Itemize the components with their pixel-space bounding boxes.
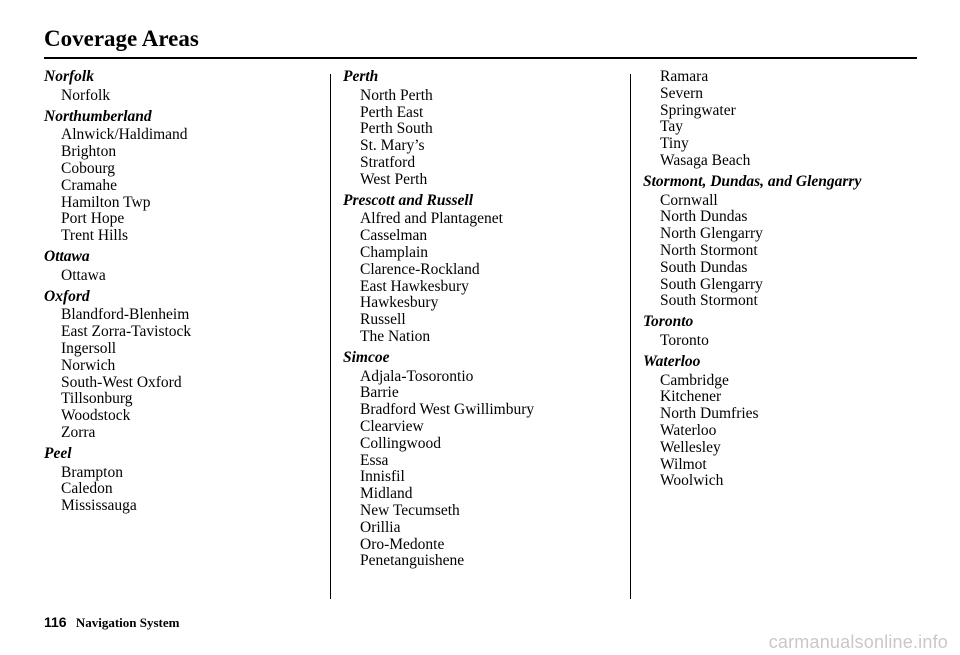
place-item: Perth East [360,103,424,121]
region-heading: Prescott and Russell [343,191,474,209]
place-item: St. Mary’s [360,137,425,155]
column-divider [330,74,331,599]
place-item: Ramara [660,68,709,85]
place-list [343,88,534,189]
place-item: Innisfil [360,468,405,486]
place-item: Waterloo [660,421,717,439]
region-section [343,193,534,346]
place-item: Cramahe [61,176,117,194]
place-item: Woolwich [660,472,724,490]
place-list [643,193,861,311]
place-item: Brampton [61,463,123,481]
place-item: East Zorra-Tavistock [61,323,192,341]
region-section [643,174,861,310]
place-item: New Tecumseth [360,501,460,519]
region-heading: Waterloo [643,352,701,370]
place-item: North Stormont [660,241,758,259]
column-2 [343,69,534,574]
region-heading: Peel [44,444,72,462]
region-section [44,109,191,245]
place-item: Orillia [360,518,401,536]
region-section [44,69,191,105]
place-item: North Perth [360,86,433,104]
page-number: 116 [44,614,67,630]
continued-place-list [643,69,861,170]
place-item: Springwater [660,101,736,119]
place-item: Kitchener [660,388,722,406]
place-item: Trent Hills [61,227,129,245]
place-item: Wellesley [660,438,721,456]
place-item: Hamilton Twp [61,193,151,211]
place-item: East Hawkesbury [360,277,469,295]
place-item: Severn [660,84,704,102]
place-item: Woodstock [61,407,131,425]
column-divider [630,74,631,599]
place-item: North Dundas [660,208,748,226]
place-list [643,373,861,491]
place-list [343,211,534,345]
place-item: Adjala-Tosorontio [360,367,474,385]
place-item: Tay [660,118,684,136]
region-section [44,249,191,285]
place-item: Wilmot [660,455,707,473]
place-item: Clearview [360,417,424,435]
place-item: West Perth [360,170,428,188]
column-3 [643,69,861,494]
place-item: Perth South [360,120,433,138]
region-section [44,289,191,442]
place-item: Oro-Medonte [360,535,445,553]
place-item: South Stormont [660,292,758,310]
region-heading: Stormont, Dundas, and Glengarry [643,172,862,190]
place-item: Tillsonburg [61,390,133,408]
place-item: South Glengarry [660,275,763,293]
place-item: Bradford West Gwillimbury [360,401,535,419]
place-item: Cobourg [61,159,115,177]
place-item: Alfred and Plantagenet [360,210,503,228]
place-item: Clarence-Rockland [360,260,480,278]
region-heading: Simcoe [343,348,390,366]
place-item: Zorra [61,423,96,441]
place-item: North Dumfries [660,405,759,423]
region-heading: Perth [343,68,379,85]
region-heading: Northumberland [44,107,152,125]
place-item: North Glengarry [660,225,763,243]
place-list [44,88,191,105]
place-list [44,268,191,285]
place-item: Penetanguishene [360,552,465,570]
place-item: Barrie [360,384,399,402]
place-item: Cambridge [660,371,729,389]
place-item: Stratford [360,153,416,171]
place-item: Midland [360,485,413,503]
watermark-text: carmanualsonline.info [768,632,948,652]
place-item: Essa [360,451,389,469]
place-item: Ottawa [61,266,106,284]
place-item: Casselman [360,227,428,245]
place-item: Norwich [61,356,116,374]
place-item: South-West Oxford [61,373,182,391]
place-item: Norfolk [61,86,111,104]
region-section [44,446,191,515]
footer-section-title: Navigation System [75,615,180,630]
place-item: The Nation [360,327,431,345]
region-section [643,354,861,490]
place-item: South Dundas [660,258,748,276]
place-item: Ingersoll [61,339,117,357]
place-item: Brighton [61,143,117,161]
region-heading: Norfolk [44,68,94,85]
place-item: Wasaga Beach [660,151,751,169]
place-list [643,333,861,350]
place-item: Alnwick/Haldimand [61,126,188,144]
region-heading: Toronto [643,313,694,331]
place-item: Tiny [660,135,689,153]
place-item: Caledon [61,480,113,498]
place-item: Hawkesbury [360,294,439,312]
place-item: Blandford-Blenheim [61,306,190,324]
place-list [343,369,534,571]
place-item: Russell [360,311,406,329]
place-list [44,307,191,441]
place-list [44,465,191,515]
title-divider [44,57,917,59]
region-heading: Oxford [44,287,90,305]
place-item: Collingwood [360,434,441,452]
place-item: Cornwall [660,191,718,209]
place-item: Port Hope [61,210,125,228]
region-section [643,314,861,350]
place-item: Toronto [660,331,709,349]
region-heading: Ottawa [44,247,90,265]
region-section [343,350,534,570]
place-item: Mississauga [61,497,137,515]
column-1 [44,69,191,519]
page-title: Coverage Areas [44,26,199,51]
region-section [343,69,534,189]
page-footer [44,613,179,632]
place-item: Champlain [360,243,429,261]
place-list [44,127,191,245]
